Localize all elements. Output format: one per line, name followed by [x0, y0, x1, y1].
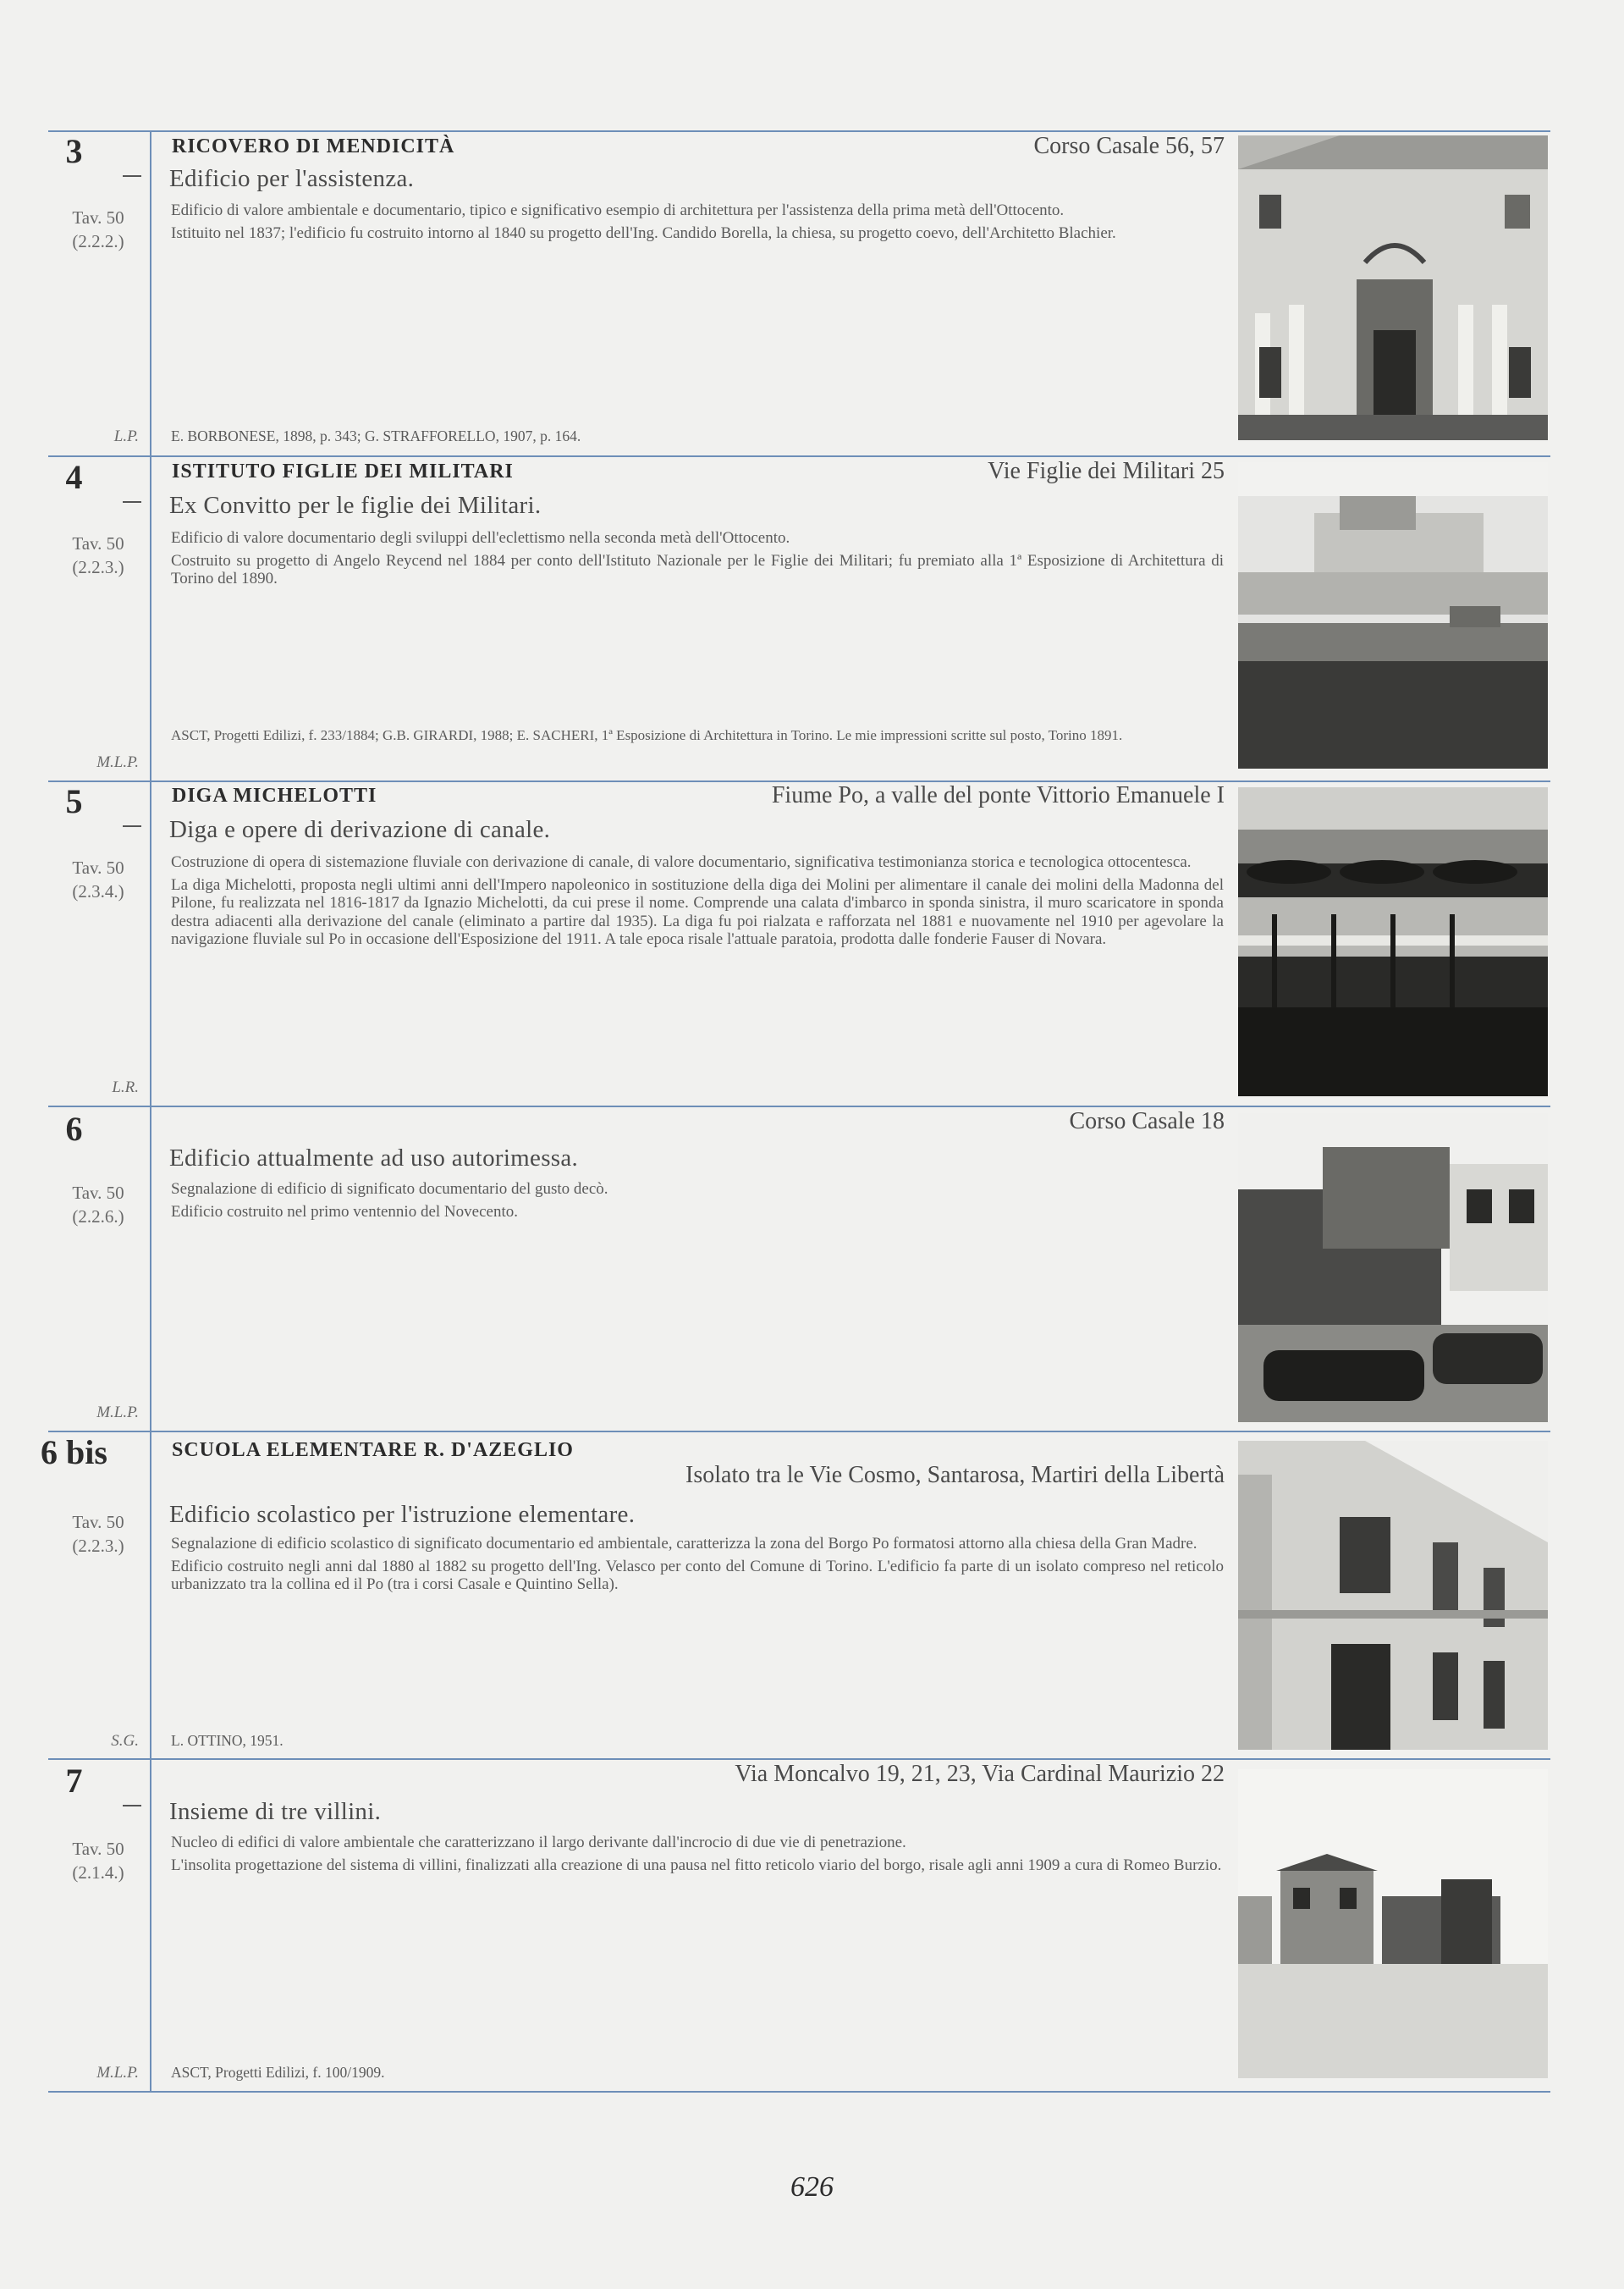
entry-subtitle: Edificio scolastico per l'istruzione elementare.	[169, 1501, 636, 1528]
entry-number: 7	[65, 1762, 83, 1800]
entry-body: Edificio di valore ambientale e documentario, tipico e significativo esempio di architettura per l'assistenza della prima metà dell'Ottocento. Istituito nel 1837; l'edificio fu costruito intorno al 1840 su progetto dell'Ing. Candido Borella, la chiesa, su progetto coevo, dell'Architetto Blachier.	[171, 201, 1116, 242]
entry-location: Vie Figlie dei Militari 25	[988, 458, 1225, 484]
school-photo	[1238, 1441, 1548, 1750]
entry-reference: ASCT, Progetti Edilizi, f. 100/1909.	[171, 2064, 385, 2081]
building-photo	[1238, 135, 1548, 440]
column-divider	[150, 130, 151, 2091]
building-photo	[1238, 462, 1548, 769]
entry-title: ISTITUTO FIGLIE DEI MILITARI	[172, 461, 514, 483]
entry-body: Segnalazione di edificio scolastico di significato documentario ed ambientale, caratterizza la zona del Borgo Po formatosi attorno alla chiesa della Gran Madre. Edificio costruito negli anni dal 1880 al 1882 su progetto dell'Ing. Velasco per conto del Comune di Torino. L'edificio fa parte di un isolato compreso nel reticolo urbanizzato tra la collina ed il Po (tra i corsi Casale e Quintino Sella).	[171, 1535, 1224, 1593]
entry-number: 4	[65, 458, 83, 496]
number-dash	[123, 175, 141, 177]
entry-subtitle: Diga e opere di derivazione di canale.	[169, 816, 551, 843]
divider	[48, 1431, 1550, 1432]
entry-author: L.P.	[113, 427, 139, 445]
entry-title: RICOVERO DI MENDICITÀ	[172, 135, 455, 157]
entry-reference: L. OTTINO, 1951.	[171, 1732, 284, 1749]
entry-location: Corso Casale 18	[1069, 1108, 1225, 1134]
entry-location: Via Moncalvo 19, 21, 23, Via Cardinal Maurizio 22	[735, 1761, 1225, 1787]
entry-subtitle: Edificio per l'assistenza.	[169, 165, 415, 192]
entry-author: L.R.	[112, 1078, 139, 1096]
entry-number: 5	[65, 782, 83, 820]
divider	[48, 455, 1550, 457]
entry-author: M.L.P.	[96, 1404, 139, 1421]
entry-body: Nucleo di edifici di valore ambientale che caratterizzano il largo derivante dall'incrocio di due vie di penetrazione. L'insolita progettazione del sistema di villini, finalizzati alla creazione di una pausa nel fitto reticolo viario del borgo, risale agli anni 1909 a cura di Romeo Burzio.	[171, 1834, 1222, 1874]
entry-subtitle: Ex Convitto per le figlie dei Militari.	[169, 492, 542, 519]
entry-body: Edificio di valore documentario degli sviluppi dell'eclettismo nella seconda metà dell'Ottocento. Costruito su progetto di Angelo Reycend nel 1884 per conto dell'Istituto Nazionale per le Figlie dei Militari; fu premiato alla 1ª Esposizione di Architettura di Torino del 1890.	[171, 529, 1224, 587]
entry-tav: Tav. 50 (2.2.3.)	[72, 533, 124, 577]
divider	[48, 2091, 1550, 2093]
entry-body: Costruzione di opera di sistemazione fluviale con derivazione di canale, di valore documentario, significativa testimonianza storica e tecnologica ottocentesca. La diga Michelotti, proposta negli ultimi anni dell'Impero napoleonico in sostituzione della diga dei Molini per alimentare il canale dei molini della Madonna del Pilone, fu realizzata nel 1816-1817 da Ignazio Michelotti, da cui prese il nome. Comprende una calata d'imbarco in sponda sinistra, il muro scaricatore in sponda destra adiacenti alla derivazione del canale (eliminato a partire dal 1935). La diga fu poi rialzata e rafforzata nel 1881 e nuovamente nel 1910 per agevolare la navigazione fluviale sul Po in occasione dell'Esposizione del 1911. A tale epoca risale l'attuale paratoia, prodotta dalle fonderie Fauser di Novara.	[171, 853, 1224, 948]
garage-photo	[1238, 1113, 1548, 1422]
villas-photo	[1238, 1769, 1548, 2078]
number-dash	[123, 501, 141, 503]
entry-author: M.L.P.	[96, 2064, 139, 2082]
dam-photo	[1238, 787, 1548, 1096]
entry-tav: Tav. 50 (2.3.4.)	[72, 858, 124, 902]
entry-number: 6 bis	[41, 1433, 107, 1471]
number-dash	[123, 1805, 141, 1806]
entry-number: 6	[65, 1110, 83, 1148]
entry-body: Segnalazione di edificio di significato documentario del gusto decò. Edificio costruito nel primo ventennio del Novecento.	[171, 1180, 608, 1221]
page-number: 626	[790, 2171, 834, 2203]
entry-location: Fiume Po, a valle del ponte Vittorio Emanuele I	[771, 782, 1225, 808]
divider	[48, 130, 1550, 132]
entry-tav: Tav. 50 (2.2.2.)	[72, 207, 124, 251]
entry-title: DIGA MICHELOTTI	[172, 785, 377, 807]
entry-author: M.L.P.	[96, 753, 139, 771]
entry-tav: Tav. 50 (2.2.3.)	[72, 1512, 124, 1556]
divider	[48, 1758, 1550, 1760]
entry-location: Corso Casale 56, 57	[1033, 133, 1225, 159]
divider	[48, 1106, 1550, 1107]
entry-number: 3	[65, 132, 83, 170]
entry-tav: Tav. 50 (2.1.4.)	[72, 1839, 124, 1883]
entry-location: Isolato tra le Vie Cosmo, Santarosa, Martiri della Libertà	[685, 1462, 1225, 1488]
entry-author: S.G.	[111, 1732, 139, 1750]
entry-subtitle: Insieme di tre villini.	[169, 1798, 382, 1825]
entry-reference: ASCT, Progetti Edilizi, f. 233/1884; G.B. GIRARDI, 1988; E. SACHERI, 1ª Esposizione di Architettura in Torino. Le mie impressioni scritte sul posto, Torino 1891.	[171, 727, 1123, 743]
entry-tav: Tav. 50 (2.2.6.)	[72, 1183, 124, 1227]
entry-reference: E. BORBONESE, 1898, p. 343; G. STRAFFORELLO, 1907, p. 164.	[171, 427, 581, 444]
entry-title: SCUOLA ELEMENTARE R. D'AZEGLIO	[172, 1439, 574, 1461]
entry-subtitle: Edificio attualmente ad uso autorimessa.	[169, 1144, 579, 1172]
number-dash	[123, 825, 141, 827]
